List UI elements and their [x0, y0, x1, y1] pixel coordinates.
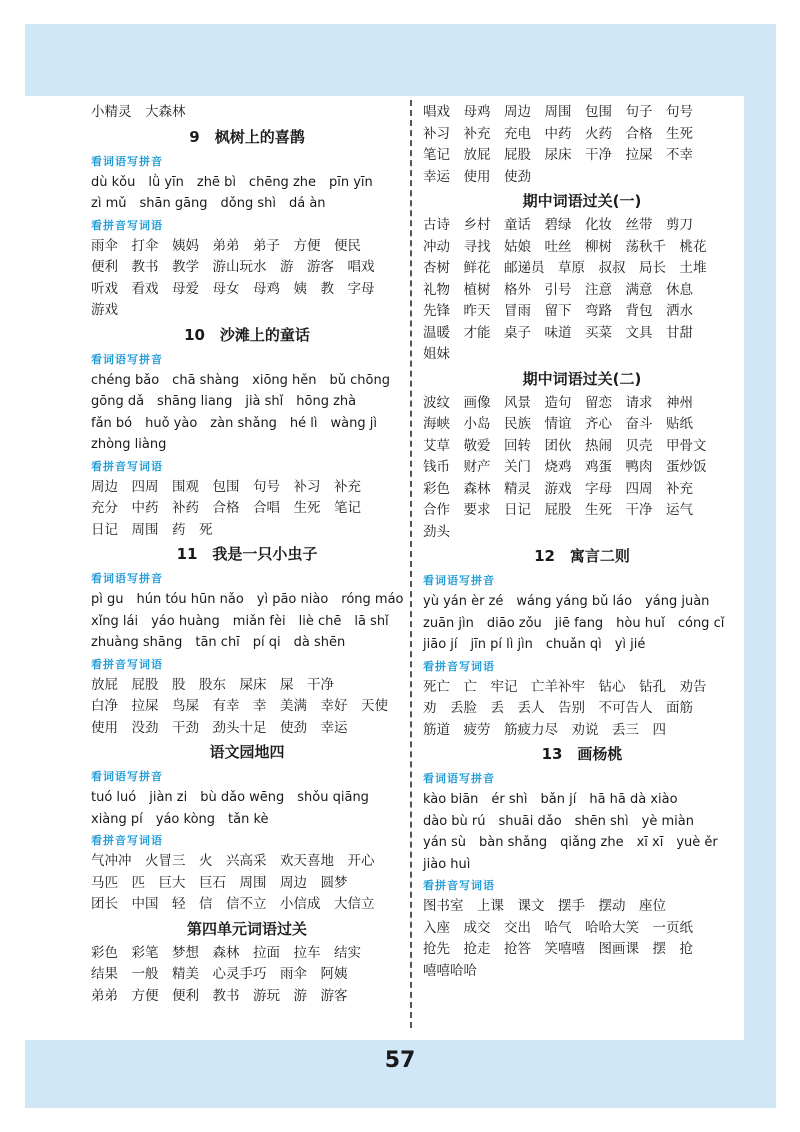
- word-line: 波纹 画像 风景 造句 留恋 请求 神州: [423, 394, 693, 411]
- section-heading: 期中词语过关(二): [522, 369, 642, 388]
- pinyin-line: yán sù bàn shǎng qiǎng zhe xī xī yuè ěr: [423, 835, 718, 850]
- exercise-label: 看词语写拼音: [423, 574, 495, 587]
- word-line: 气冲冲 火冒三 火 兴高采 欢天喜地 开心: [91, 853, 375, 869]
- word-line: 听戏 看戏 母爱 母女 母鸡 姨 教 字母: [91, 280, 375, 297]
- exercise-label: 看词语写拼音: [91, 770, 163, 783]
- section-heading: 期中词语过关(一): [522, 192, 642, 210]
- left-frame-gap: [25, 96, 85, 1040]
- section-heading: 第四单元词语过关: [186, 919, 307, 938]
- word-line: 马匹 匹 巨大 巨石 周围 周边 圆梦: [91, 874, 348, 891]
- word-line: 死亡 亡 牢记 亡羊补牢 钻心 钻孔 劝告: [423, 678, 707, 695]
- top-frame-band: [25, 24, 776, 96]
- word-line: 筋道 疲劳 筋疲力尽 劝说 丢三 四: [423, 721, 666, 738]
- pinyin-line: zhuàng shāng tān chī pí qi dà shēn: [91, 635, 346, 650]
- word-line: 温暖 才能 桌子 味道 买菜 文具 甘甜: [423, 324, 693, 341]
- word-line: 古诗 乡村 童话 碧绿 化妆 丝带 剪刀: [423, 217, 693, 233]
- pinyin-line: pì gu hún tóu hūn nǎo yì pāo niào róng máo: [91, 592, 404, 607]
- word-line: 彩色 森林 精灵 游戏 字母 四周 补充: [423, 480, 693, 497]
- word-line: 先锋 昨天 冒雨 留下 弯路 背包 洒水: [423, 303, 693, 319]
- word-line: 便利 教书 教学 游山玩水 游 游客 唱戏: [91, 259, 375, 275]
- word-line: 充分 中药 补药 合格 合唱 生死 笔记: [91, 500, 361, 516]
- word-line: 白净 拉屎 鸟屎 有幸 幸 美满 幸好 天使: [91, 698, 388, 714]
- word-line: 弟弟 方便 便利 教书 游玩 游 游客: [91, 987, 348, 1004]
- word-line: 劲头: [423, 523, 450, 540]
- section-heading: 13 画杨桃: [541, 745, 623, 763]
- pinyin-line: zuān jìn diāo zǒu jiē fang hòu huǐ cóng cǐ: [423, 615, 725, 631]
- exercise-label: 看拼音写词语: [91, 218, 163, 232]
- pinyin-line: yù yán èr zé wáng yáng bǔ láo yáng juàn: [423, 594, 710, 609]
- word-line: 礼物 植树 格外 引号 注意 满意 休息: [423, 281, 693, 298]
- word-line: 唱戏 母鸡 周边 周围 包围 句子 句号: [423, 104, 693, 120]
- pinyin-line: tuó luó jiàn zi bù dǎo wēng shǒu qiāng: [91, 790, 369, 805]
- exercise-label: 看词语写拼音: [91, 352, 163, 366]
- word-line: 补习 补充 充电 中药 火药 合格 生死: [423, 125, 693, 142]
- pinyin-line: zhòng liàng: [91, 437, 167, 452]
- exercise-label: 看拼音写词语: [91, 834, 163, 847]
- word-line: 结果 一般 精美 心灵手巧 雨伞 阿姨: [91, 966, 348, 982]
- word-line: 嘻嘻哈哈: [423, 962, 477, 979]
- pinyin-line: jiào huì: [423, 856, 471, 872]
- word-line: 艾草 敬爱 回转 团伙 热闹 贝壳 甲骨文: [423, 437, 707, 454]
- word-line: 放屁 屁股 股 股东 屎床 屎 干净: [91, 676, 334, 693]
- word-line: 团长 中国 轻 信 信不立 小信成 大信立: [91, 896, 375, 912]
- page-number: 57: [384, 1048, 416, 1073]
- section-heading: 12 寓言二则: [534, 547, 630, 565]
- pinyin-line: dào bù rú shuāi dǎo shēn shì yè miàn: [423, 813, 694, 829]
- right-column: [423, 102, 741, 982]
- word-line: 钱币 财产 关门 烧鸡 鸡蛋 鸭肉 蛋炒饭: [423, 459, 707, 475]
- pinyin-line: kào biān ér shì bǎn jí hā hā dà xiào: [423, 792, 678, 807]
- section-heading: 9 枫树上的喜鹊: [189, 127, 305, 146]
- exercise-label: 看拼音写词语: [423, 879, 495, 892]
- word-line: 合作 要求 日记 屁股 生死 干净 运气: [423, 502, 693, 518]
- word-line: 图书室 上课 课文 摆手 摆动 座位: [423, 898, 666, 914]
- pinyin-line: zì mǔ shān gāng dǒng shì dá àn: [91, 196, 326, 211]
- pinyin-line: gōng dǎ shāng liang jià shǐ hōng zhà: [91, 394, 357, 409]
- exercise-label: 看词语写拼音: [91, 572, 163, 585]
- section-heading: 11 我是一只小虫子: [176, 545, 318, 563]
- exercise-label: 看拼音写词语: [91, 459, 163, 473]
- exercise-label: 看拼音写词语: [91, 657, 163, 671]
- word-line: 笔记 放屁 屁股 尿床 干净 拉屎 不幸: [423, 147, 693, 163]
- pinyin-line: jiāo jí jīn pí lì jìn chuǎn qì yì jié: [423, 637, 646, 652]
- word-line: 杏树 鲜花 邮递员 草原 叔叔 局长 土堆: [423, 260, 707, 276]
- pinyin-line: chéng bǎo chā shàng xiōng hěn bǔ chōng: [91, 372, 390, 388]
- exercise-label: 看词语写拼音: [91, 154, 163, 168]
- word-line: 使用 没劲 干劲 劲头十足 使劲 幸运: [91, 719, 348, 736]
- exercise-label: 看拼音写词语: [423, 659, 495, 673]
- word-line: 幸运 使用 使劲: [423, 168, 531, 185]
- pinyin-line: xiàng pí yáo kòng tǎn kè: [91, 811, 269, 827]
- word-line: 周边 四周 围观 包围 句号 补习 补充: [91, 478, 361, 495]
- section-heading: 语文园地四: [209, 743, 285, 761]
- word-line: 姐妹: [423, 346, 450, 362]
- word-line: 游戏: [91, 302, 118, 318]
- section-heading: 10 沙滩上的童话: [184, 325, 310, 344]
- word-line: 小精灵 大森林: [91, 104, 186, 120]
- column-divider: [410, 100, 412, 1028]
- pinyin-line: dù kǒu lǜ yīn zhē bì chēng zhe pīn yīn: [91, 174, 373, 190]
- word-line: 冲动 寻找 姑娘 吐丝 柳树 荡秋千 桃花: [423, 238, 707, 255]
- word-line: 日记 周围 药 死: [91, 521, 213, 538]
- word-line: 雨伞 打伞 姨妈 弟弟 弟子 方便 便民: [91, 237, 361, 254]
- right-frame-band: [744, 96, 776, 1040]
- exercise-label: 看词语写拼音: [423, 772, 495, 785]
- left-column: [91, 102, 403, 1007]
- word-line: 劝 丢脸 丢 丢人 告别 不可告人 面筋: [423, 700, 693, 716]
- word-line: 海峡 小岛 民族 情谊 齐心 奋斗 贴纸: [423, 416, 693, 432]
- word-line: 彩色 彩笔 梦想 森林 拉面 拉车 结实: [91, 944, 361, 961]
- word-line: 抢先 抢走 抢答 笑嘻嘻 图画课 摆 抢: [423, 941, 693, 957]
- word-line: 入座 成交 交出 哈气 哈哈大笑 一页纸: [423, 919, 693, 936]
- pinyin-line: xǐng lái yáo huàng miǎn fèi liè chē lā shǐ: [91, 613, 389, 629]
- pinyin-line: fǎn bó huǒ yào zàn shǎng hé lì wàng jì: [91, 415, 377, 431]
